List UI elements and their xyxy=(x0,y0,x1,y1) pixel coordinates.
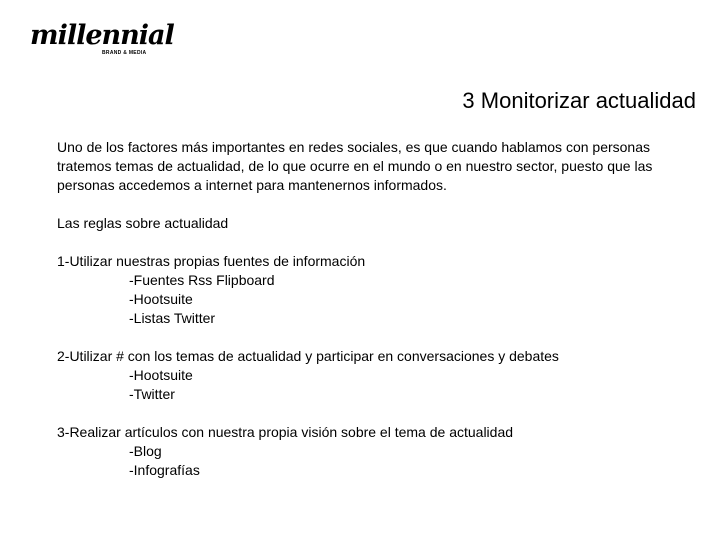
millennial-logo xyxy=(30,18,174,58)
rule-item: -Hootsuite xyxy=(129,367,193,383)
rule-item: -Twitter xyxy=(129,386,175,402)
rule-1: 1-Utilizar nuestras propias fuentes de información xyxy=(57,253,366,269)
intro-line: Uno de los factores más importantes en redes sociales, es que cuando hablamos con personas xyxy=(57,139,651,155)
intro-line: tratemos temas de actualidad, de lo que ocurre en el mundo o en nuestro sector, puesto que las xyxy=(57,158,653,174)
rule-item: -Hootsuite xyxy=(129,291,193,307)
rule-item: -Blog xyxy=(129,443,162,459)
rule-item: -Infografías xyxy=(129,462,200,478)
rule-item: -Listas Twitter xyxy=(129,310,216,326)
rule-3: 3-Realizar artículos con nuestra propia visión sobre el tema de actualidad xyxy=(57,424,514,440)
logo-tagline: BRAND & MEDIA xyxy=(102,50,147,56)
intro-line: personas accedemos a internet para mantenernos informados. xyxy=(57,177,447,193)
slide-title: 3 Monitorizar actualidad xyxy=(462,88,696,113)
slide-body xyxy=(57,138,707,480)
logo-wordmark: millennial xyxy=(30,20,174,51)
rules-heading: Las reglas sobre actualidad xyxy=(57,215,229,231)
rule-2: 2-Utilizar # con los temas de actualidad y participar en conversaciones y debates xyxy=(57,348,559,364)
rule-item: -Fuentes Rss Flipboard xyxy=(129,272,275,288)
